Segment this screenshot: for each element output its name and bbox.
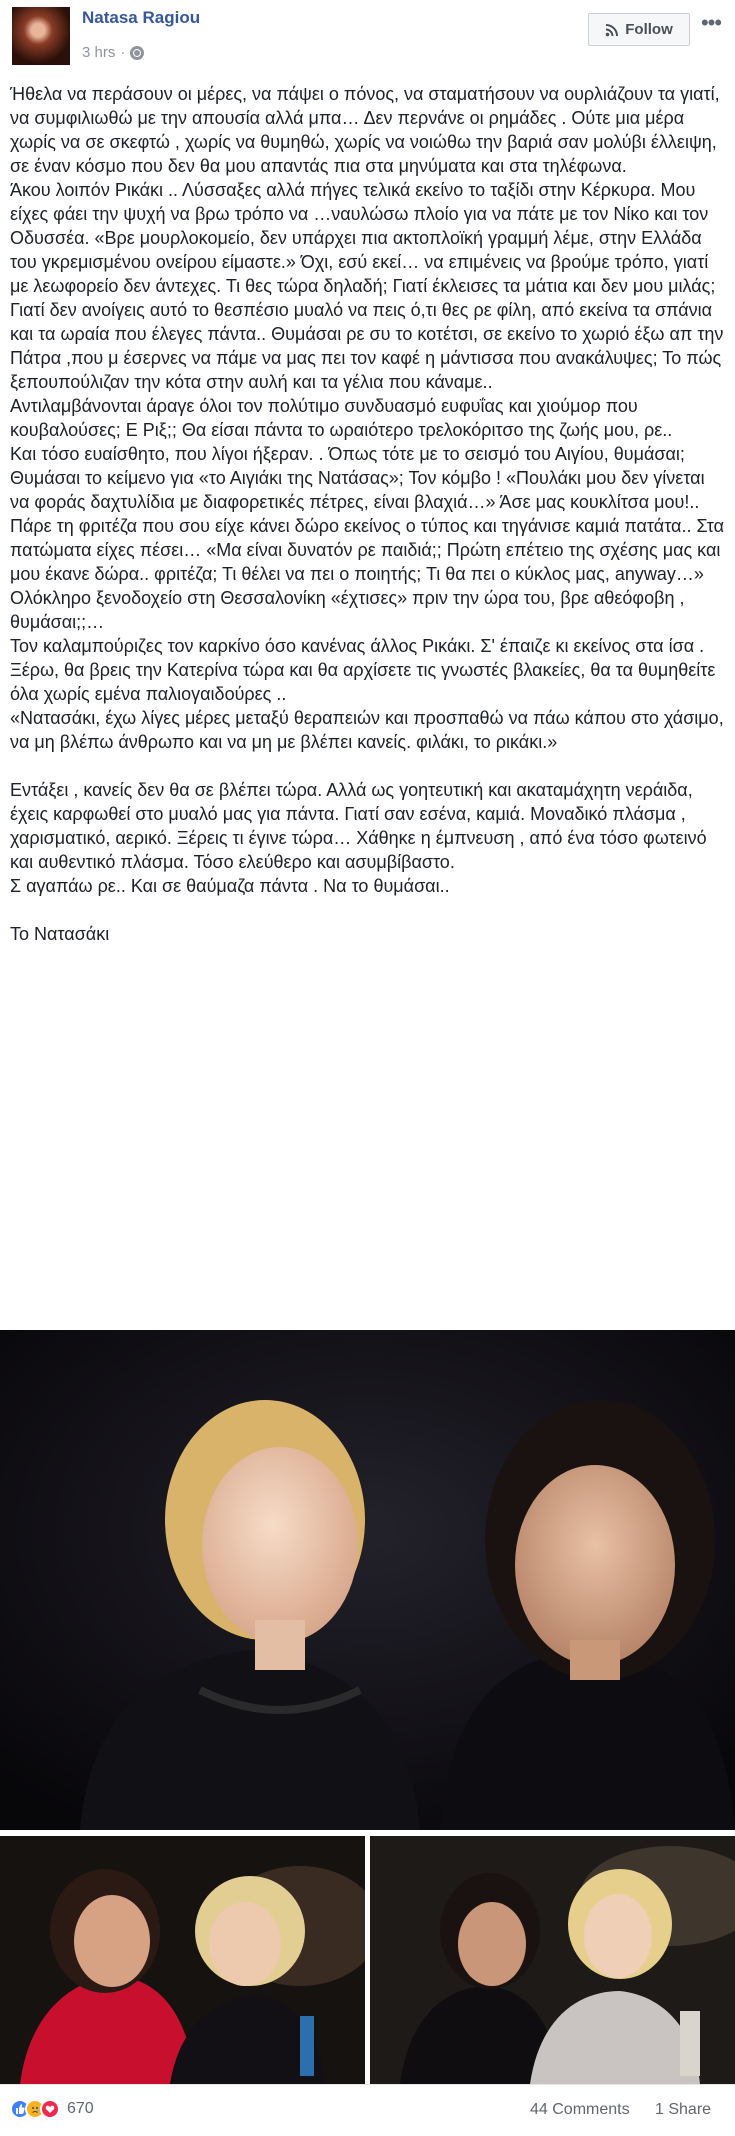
post-time[interactable]: 3 hrs <box>82 44 116 61</box>
reactions-count: 670 <box>67 2100 94 2117</box>
post-header <box>0 0 735 70</box>
post-meta <box>82 44 144 61</box>
post-paragraph: Σ αγαπάω ρε.. Και σε θαύμαζα πάντα . Να το θυμάσαι.. <box>10 876 450 896</box>
post-paragraph: Και τόσο ευαίσθητο, που λίγοι ήξεραν. . Όπως τότε με το σεισμό του Αιγίου, θυμάσαι; Θυμάσαι το κείμενο για «το Αιγιάκι της Νατάσας»; Τον κόμβο ! «Πουλάκι μου δεν γίνεται να φοράς δαχτυλίδια με διαφορετικές πέτρες, είναι βλαχιά…» Άσε μας κουκλίτσα μου!.. Πάρε τη φριτέζα που σου είχε κάνει δώρο εκείνος ο τύπος και τηγάνισε καμιά πατάτα.. Στα πατώματα είχες πέσει… «Μα είναι δυνατόν ρε παιδιά;; Πρώτη επέτειο της σχέσης μας και μου έκανε δώρα.. φριτέζα; Τι θέλει να πει ο ποιητής; Τι θα πει ο κύκλος μας, anyway…» Ολόκληρο ξενοδοχείο στη Θεσσαλονίκη «έχτισες» πριν την ώρα του, βρε αθεόφοβη , θυμάσαι;;… <box>10 444 724 632</box>
post-paragraph: Αντιλαμβάνονται άραγε όλοι τον πολύτιμο συνδυασμό ευφυΐας και χιούμορ που κουβαλούσες; Ε Ριξ;; Θα είσαι πάντα το ωραιότερο τρελοκόριτσο της ζωής μου, ρε.. <box>10 396 673 440</box>
rss-feed-icon <box>605 23 619 37</box>
photo-two-women-smiling <box>370 1836 735 2084</box>
photo-two-women <box>0 1330 735 1830</box>
more-options-button[interactable]: ••• <box>700 10 722 35</box>
post-paragraph: Εντάξει , κανείς δεν θα σε βλέπει τώρα. Αλλά ως γοητευτική και ακαταμάχητη νεράιδα, έχεις καρφωθεί στο μυαλό μας για πάντα. Γιατί σαν εσένα, καμιά. Μοναδικό πλάσμα , χαρισματικό, αερικό. Ξέρεις τι έγινε τώρα… Χάθηκε η έμπνευση , από ένα τόσο φωτεινό και αυθεντικό πλάσμα. Τόσο ελεύθερο και ασυμβίβαστο. <box>10 780 707 872</box>
separator-dot: · <box>120 44 126 61</box>
follow-label: Follow <box>625 21 673 38</box>
post-paragraph: Τον καλαμπούριζες τον καρκίνο όσο κανένας άλλος Ρικάκι. Σ' έπαιζε κι εκείνος στα ίσα . <box>10 636 705 656</box>
comments-link[interactable]: 44 Comments <box>530 2101 630 2118</box>
post-photo-bottom-left[interactable] <box>0 1836 365 2084</box>
post-paragraph: Ήθελα να περάσουν οι μέρες, να πάψει ο πόνος, να σταματήσουν να ουρλιάζουν τα γιατί, να συμφιλιωθώ με την απουσία αλλά μπα… Δεν περνάνε οι ρημάδες . Ούτε μια μέρα χωρίς να σε σκεφτώ , χωρίς να θυμηθώ, χωρίς να νοιώθω την βαριά σαν μολύβι έλλειψη, σε έναν κόσμο που δεν θα μου απαντάς πια στα μηνύματα και στα τηλέφωνα. <box>10 84 720 176</box>
post-paragraph: Άκου λοιπόν Ρικάκι .. Λύσσαξες αλλά πήγες τελικά εκείνο το ταξίδι στην Κέρκυρα. Μου είχες φάει την ψυχή να βρω τρόπο να …ναυλώσω πλοίο για να πάτε με τον Νίκο και τον Οδυσσέα. «Βρε μουρλοκομείο, δεν υπάρχει πια ακτοπλοϊκή γραμμή λέμε, στην Ελλάδα του γκρεμισμένου ονείρου είμαστε.» Όχι, εσύ εκεί… να επιμένεις να βρούμε τρόπο, γιατί με λεωφορείο δεν άντεχες. Τι θες τώρα δηλαδή; Γιατί έκλεισες τα μάτια και δεν μου μιλάς; Γιατί δεν ανοίγεις αυτό το θεσπέσιο μυαλό να πεις ό,τι θες ρε φίλη, από εκείνα τα σπάνια και τα ωραία που έλεγες πάντα.. Θυμάσαι ρε συ το κοτέτσι, σε εκείνο το χωριό έξω απ την Πάτρα ,που μ έσερνες να πάμε να μας πει τον καφέ η μάντισσα που ανακάλυψες; Το πώς ξεπουπούλιζαν την κότα στην αυλή και τα γέλια που κάναμε.. <box>10 180 724 392</box>
post-paragraph: «Νατασάκι, έχω λίγες μέρες μεταξύ θεραπειών και προσπαθώ να πάω κάπου στο χάσιμο, να μη βλέπω άνθρωπο και να μη με βλέπει κανείς. φιλάκι, το ρικάκι.» <box>10 708 724 752</box>
post-body <box>10 82 725 946</box>
globe-icon[interactable] <box>130 46 144 60</box>
photo-two-women-party <box>0 1836 365 2084</box>
shares-link[interactable]: 1 Share <box>655 2101 712 2118</box>
post-paragraph: Ξέρω, θα βρεις την Κατερίνα τώρα και θα αρχίσετε τις γνωστές βλακείες, θα τα θυμηθείτε όλα χωρίς εμένα παλιογαιδούρες .. <box>10 660 716 704</box>
post-footer <box>0 2084 735 2136</box>
avatar[interactable] <box>12 7 70 65</box>
avatar-photo <box>12 7 70 65</box>
author-name[interactable]: Natasa Ragiou <box>82 8 201 27</box>
post-photo-bottom-right[interactable] <box>370 1836 735 2084</box>
post-signature: Το Νατασάκι <box>10 924 110 944</box>
love-icon <box>40 2099 60 2119</box>
reactions-summary[interactable] <box>10 2099 94 2119</box>
post-photo-main[interactable] <box>0 1330 735 1830</box>
follow-button[interactable] <box>588 13 690 46</box>
